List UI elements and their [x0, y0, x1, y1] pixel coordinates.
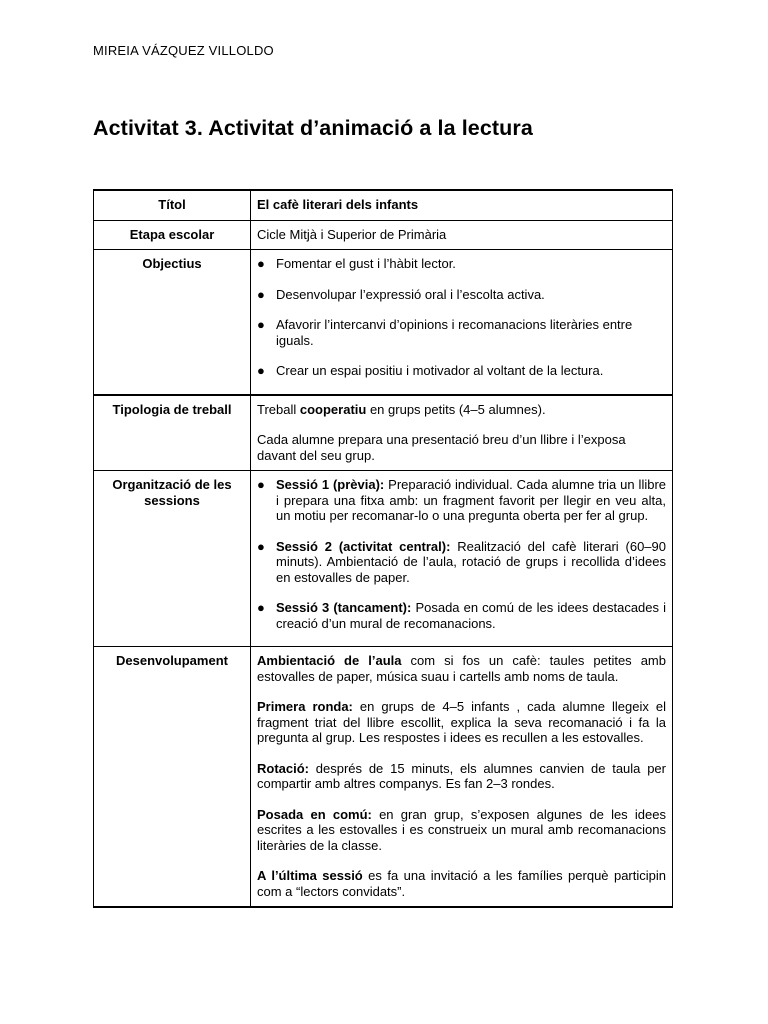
value-etapa: Cicle Mitjà i Superior de Primària: [251, 220, 673, 250]
activity-table: [93, 189, 673, 908]
value-tipologia: [251, 395, 673, 471]
sessions-list: [257, 477, 666, 631]
bullet-icon: ●: [257, 363, 265, 378]
tipologia-paragraph: Treball cooperatiu en grups petits (4–5 alumnes).: [257, 401, 546, 417]
bullet-icon: ●: [257, 477, 265, 492]
list-item: ● Fomentar el gust i l’hàbit lector.: [257, 256, 456, 271]
value-desenvolupament: [251, 647, 673, 908]
row-desenvolupament: [94, 647, 673, 908]
label-titol: Títol: [94, 190, 251, 220]
desenvolupament-paragraph: Ambientació de l’aula com si fos un cafè: taules petites amb estovalles de paper, música suau i cartells amb noms de taula.: [257, 653, 666, 684]
desenvolupament-paragraph: Rotació: després de 15 minuts, els alumnes canvien de taula per compartir amb altres companys. Es fan 2–3 rondes.: [257, 760, 666, 791]
row-etapa: [94, 220, 673, 250]
label-objectius: Objectius: [94, 250, 251, 395]
desenvolupament-paragraph: Posada en comú: en gran grup, s’exposen algunes de les idees escrites a les estovalles i es construeix un mural amb recomanacions literàries de la classe.: [257, 806, 666, 853]
bullet-icon: ●: [257, 286, 265, 302]
bullet-icon: ●: [257, 600, 265, 615]
page-title: Activitat 3. Activitat d’animació a la lectura: [93, 116, 533, 140]
row-tipologia: [94, 395, 673, 471]
value-organitzacio: [251, 471, 673, 647]
list-item: ● Afavorir l’intercanvi d’opinions i recomanacions literàries entre iguals.: [257, 317, 633, 348]
list-item: ● Sessió 1 (prèvia): Preparació individual. Cada alumne tria un llibre i prepara una fitxa amb: un fragment favorit per llegir en veu alta, un motiu per recomanar-lo o una pregunta oberta per fer al grup.: [257, 477, 667, 523]
row-organitzacio: [94, 471, 673, 647]
bullet-icon: ●: [257, 317, 265, 332]
desenvolupament-paragraph: A l’última sessió es fa una invitació a les famílies perquè participin com a “lectors convidats”.: [257, 868, 666, 899]
list-item: ● Desenvolupar l’expressió oral i l’escolta activa.: [257, 286, 545, 302]
label-desenvolupament: Desenvolupament: [94, 647, 251, 908]
label-tipologia: Tipologia de treball: [94, 395, 251, 471]
list-item: ● Sessió 3 (tancament): Posada en comú de les idees destacades i creació d’un mural de recomanacions.: [257, 600, 666, 631]
label-etapa: Etapa escolar: [94, 220, 251, 250]
label-organitzacio: Organització de les sessions: [94, 471, 251, 647]
row-objectius: [94, 250, 673, 395]
desenvolupament-paragraph: Primera ronda: en grups de 4–5 infants , cada alumne llegeix el fragment triat del llibre escollit, explica la seva recomanació i fa la pregunta al grup. Les respostes i idees es recullen a les estovalles.: [257, 699, 666, 745]
author-name: MIREIA VÁZQUEZ VILLOLDO: [93, 43, 274, 58]
objectius-list: [257, 256, 666, 379]
value-titol: El cafè literari dels infants: [251, 190, 673, 220]
list-item: ● Sessió 2 (activitat central): Realització del cafè literari (60–90 minuts). Ambientació de l’aula, rotació de grups i recollida d’idees en estovalles de paper.: [257, 538, 667, 585]
bullet-icon: ●: [257, 256, 265, 271]
value-objectius: [251, 250, 673, 395]
tipologia-paragraph: Cada alumne prepara una presentació breu d’un llibre i l’exposa davant del seu grup.: [257, 432, 626, 463]
bullet-icon: ●: [257, 538, 265, 554]
list-item: ● Crear un espai positiu i motivador al voltant de la lectura.: [257, 363, 604, 378]
row-titol: [94, 190, 673, 220]
